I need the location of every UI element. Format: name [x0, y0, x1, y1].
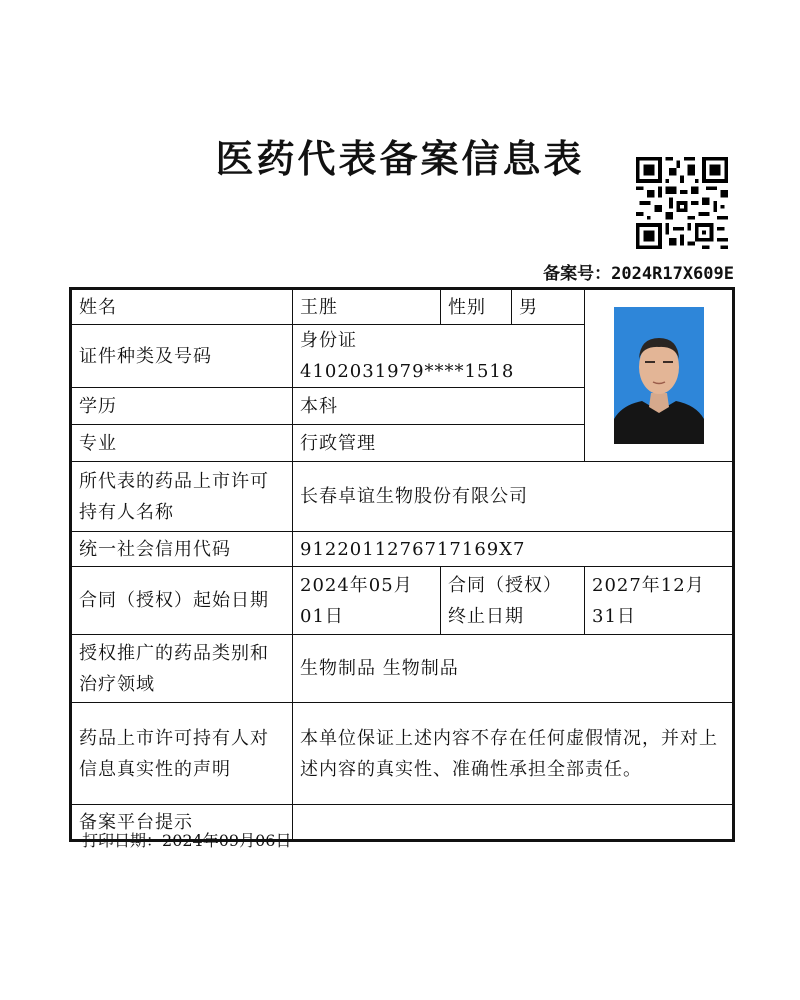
name-label: 姓名	[71, 289, 293, 325]
platform-notice-value	[293, 805, 734, 841]
education-label: 学历	[71, 388, 293, 425]
contract-end-label: 合同（授权）终止日期	[441, 567, 585, 635]
education-value: 本科	[293, 388, 585, 425]
print-date-value: 2024年09月06日	[162, 831, 292, 850]
platform-notice-label: 备案平台提示	[71, 805, 293, 841]
qr-code	[636, 157, 728, 249]
holder-value: 长春卓谊生物股份有限公司	[293, 462, 734, 532]
promotion-scope-label: 授权推广的药品类别和治疗领域	[71, 635, 293, 703]
statement-value: 本单位保证上述内容不存在任何虚假情况，并对上述内容的真实性、准确性承担全部责任。	[293, 703, 734, 805]
contract-start-value: 2024年05月01日	[293, 567, 441, 635]
id-photo	[614, 307, 704, 444]
registration-value: 2024R17X609E	[611, 264, 734, 284]
print-date-label: 打印日期：	[82, 831, 163, 850]
contract-end-value: 2027年12月31日	[585, 567, 734, 635]
registration-number	[543, 259, 734, 284]
promotion-scope-value: 生物制品 生物制品	[293, 635, 734, 703]
name-value: 王胜	[293, 289, 441, 325]
credit-code-label: 统一社会信用代码	[71, 532, 293, 567]
id-label: 证件种类及号码	[71, 325, 293, 388]
document-title: 医药代表备案信息表	[215, 136, 585, 181]
major-value: 行政管理	[293, 425, 585, 462]
id-value: 身份证 4102031979****1518	[293, 325, 585, 388]
registration-form-table	[69, 287, 735, 842]
statement-label: 药品上市许可持有人对信息真实性的声明	[71, 703, 293, 805]
holder-label: 所代表的药品上市许可持有人名称	[71, 462, 293, 532]
credit-code-value: 9122011276717169X7	[293, 532, 734, 567]
gender-label: 性别	[441, 289, 512, 325]
gender-value: 男	[512, 289, 585, 325]
registration-label: 备案号：	[543, 264, 612, 284]
major-label: 专业	[71, 425, 293, 462]
print-date	[82, 828, 291, 851]
contract-start-label: 合同（授权）起始日期	[71, 567, 293, 635]
photo-cell	[585, 289, 734, 462]
